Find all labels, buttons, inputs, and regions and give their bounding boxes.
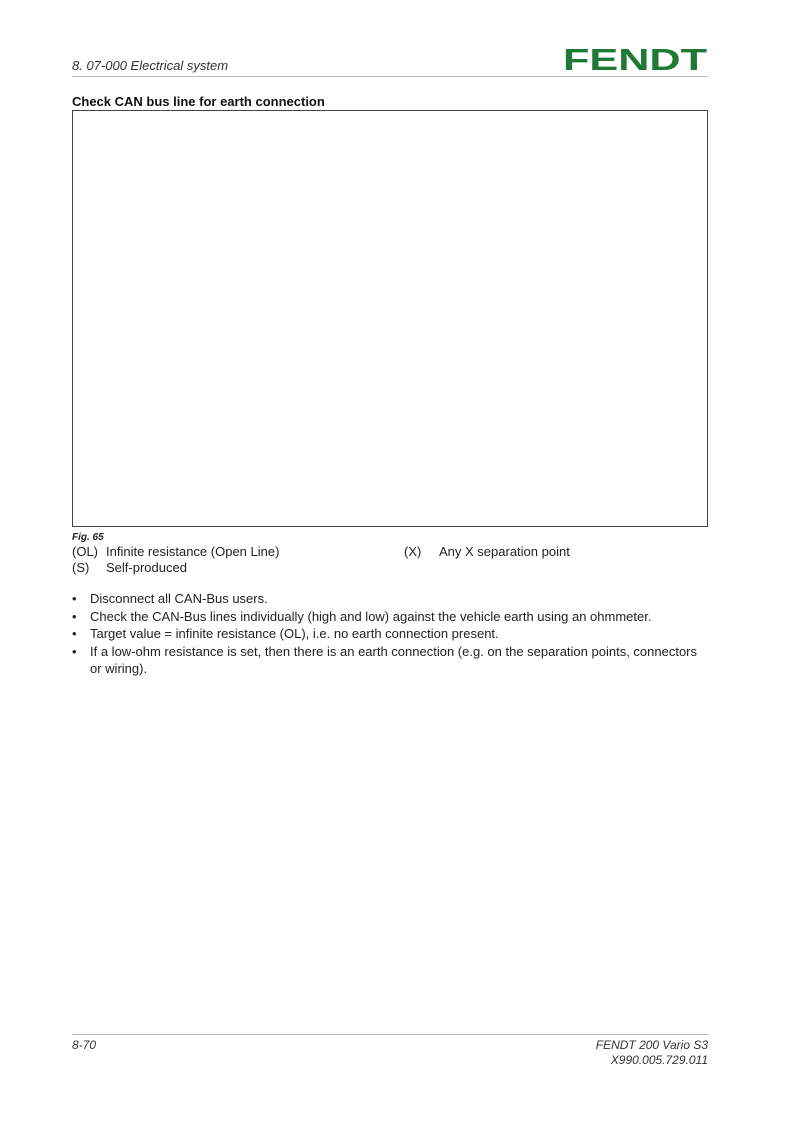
list-item bbox=[72, 625, 712, 643]
fendt-logo bbox=[562, 44, 708, 74]
list-item-text: Check the CAN-Bus lines individually (high and low) against the vehicle earth using an ohmmeter. bbox=[90, 608, 652, 624]
legend-code: (OL) bbox=[72, 544, 98, 559]
legend-code: (X) bbox=[404, 544, 422, 559]
logo-text: FENDT bbox=[563, 44, 708, 74]
footer-document-info bbox=[596, 1038, 708, 1068]
list-item bbox=[72, 643, 712, 678]
footer-divider bbox=[72, 1034, 708, 1035]
footer-model: FENDT 200 Vario S3 bbox=[595, 1038, 708, 1052]
bullet-icon: • bbox=[72, 591, 77, 606]
section-title: Check CAN bus line for earth connection bbox=[72, 94, 325, 109]
bullet-icon: • bbox=[72, 608, 77, 624]
header-divider bbox=[72, 76, 708, 77]
figure-frame bbox=[72, 110, 708, 527]
legend-item-s bbox=[72, 560, 187, 575]
bullet-icon: • bbox=[72, 643, 77, 659]
instruction-list bbox=[72, 590, 712, 678]
footer-doc-number: X990.005.729.011 bbox=[610, 1053, 708, 1067]
legend-text: Any X separation point bbox=[439, 544, 570, 559]
list-item-text: Target value = infinite resistance (OL), i.e. no earth connection present. bbox=[90, 626, 499, 641]
legend-code: (S) bbox=[72, 560, 90, 575]
legend-item-ol bbox=[72, 544, 279, 559]
page-number: 8-70 bbox=[72, 1038, 97, 1052]
header-section-title: 8. 07-000 Electrical system bbox=[72, 58, 229, 73]
list-item bbox=[72, 608, 712, 626]
list-item-text: Disconnect all CAN-Bus users. bbox=[90, 591, 268, 606]
figure-caption: Fig. 65 bbox=[72, 532, 104, 543]
list-item-text: If a low-ohm resistance is set, then there is an earth connection (e.g. on the separation points, connectors or wiring). bbox=[90, 643, 698, 676]
legend-text: Self-produced bbox=[106, 560, 187, 575]
legend-item-x bbox=[404, 544, 570, 559]
bullet-icon: • bbox=[72, 626, 77, 641]
list-item bbox=[72, 590, 712, 608]
legend-text: Infinite resistance (Open Line) bbox=[106, 544, 280, 559]
